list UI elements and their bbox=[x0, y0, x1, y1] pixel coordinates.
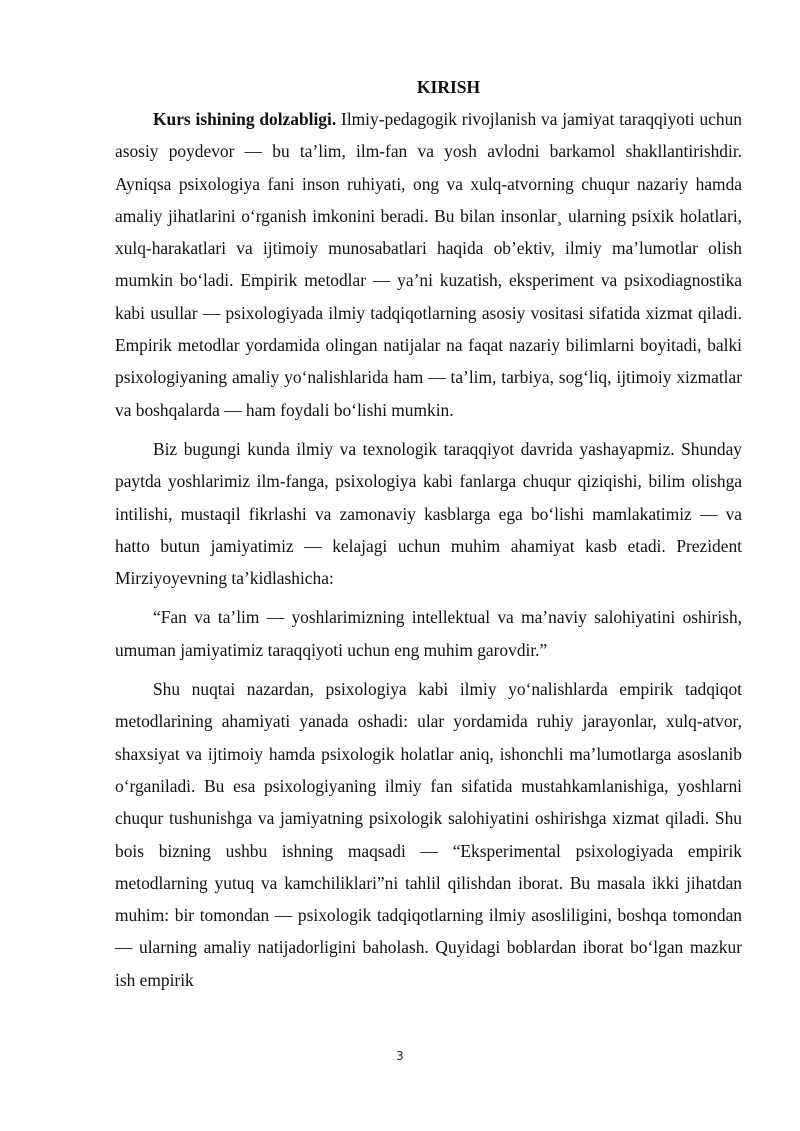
paragraph-progress: Biz bugungi kunda ilmiy va texnologik taraqqiyot davrida yashayapmiz. Shunday paytda yoshlarimiz ilm-fanga, psixologiya kabi fanlarga chuqur qiziqishi, bilim olishga intilishi, mustaqil fikrlashi va zamonaviy kasblarga ega bo‘lishi mamlakatimiz — va hatto butun jamiyatimiz — kelajagi uchun muhim ahamiyat kasb etadi. Prezident Mirziyoyevning ta’kidlashicha: bbox=[115, 438, 742, 589]
section-title: KIRISH bbox=[416, 77, 481, 97]
paragraph-lead-heading: Kurs ishining dolzabligi. bbox=[153, 109, 337, 129]
page-number: 3 bbox=[396, 1049, 404, 1063]
paragraph-purpose: Shu nuqtai nazardan, psixologiya kabi ilmiy yo‘nalishlarda empirik tadqiqot metodlarining ahamiyati yanada oshadi: ular yordamida ruhiy jarayonlar, xulq-atvor, shaxsiyat va ijtimoiy hamda psixologik holatlar aniq, ishonchli ma’lumotlarga asoslanib o‘rganiladi. Bu esa psixologiyaning ilmiy fan sifatida mustahkamlanishiga, yoshlarni chuqur tushunishga va jamiyatning psixologik salohiyatini oshirishga xizmat qiladi. Shu bois bizning ushbu ishning maqsadi — “Eksperimental psixologiyada empirik metodlarning yutuq va kamchiliklari”ni tahlil qilishdan iborat. Bu masala ikki jihatdan muhim: bir tomondan — psixologik tadqiqotlarning ilmiy asosliligini, boshqa tomondan — ularning amaliy natijadorligini baholash. Quyidagi boblardan iborat bo‘lgan mazkur ish empirik bbox=[115, 679, 742, 990]
paragraph-text: Ilmiy-pedagogik rivojlanish va jamiyat taraqqiyoti uchun asosiy poydevor — bu ta’lim, ilm-fan va yosh avlodni barkamol shakllantirishdir. Ayniqsa psixologiya fani inson ruhiyati, ong va xulq-atvorning chuqur nazariy hamda amaliy jihatlarini o‘rganish imkonini beradi. Bu bilan insonlar¸ ularning psixik holatlari, xulq-harakatlari va ijtimoiy munosabatlari haqida ob’ektiv, ilmiy ma’lumotlar olish mumkin bo‘ladi. Empirik metodlar — ya’ni kuzatish, eksperiment va psixodiagnostika kabi usullar — psixologiyada ilmiy tadqiqotlarning asosiy vositasi sifatida xizmat qiladi. Empirik metodlar yordamida olingan natijalar na faqat nazariy bilimlarni boyitadi, balki psixologiyaning amaliy yo‘nalishlarida ham — ta’lim, tarbiya, sog‘liq, ijtimoiy xizmatlar va boshqalarda — ham foydali bo‘lishi mumkin. bbox=[115, 109, 742, 420]
paragraph-quote: “Fan va ta’lim — yoshlarimizning intellektual va ma’naviy salohiyatini oshirish, umuman jamiyatimiz taraqqiyoti uchun eng muhim garovdir.” bbox=[115, 607, 742, 660]
paragraph-relevance bbox=[115, 103, 742, 426]
document-page bbox=[115, 76, 742, 1003]
